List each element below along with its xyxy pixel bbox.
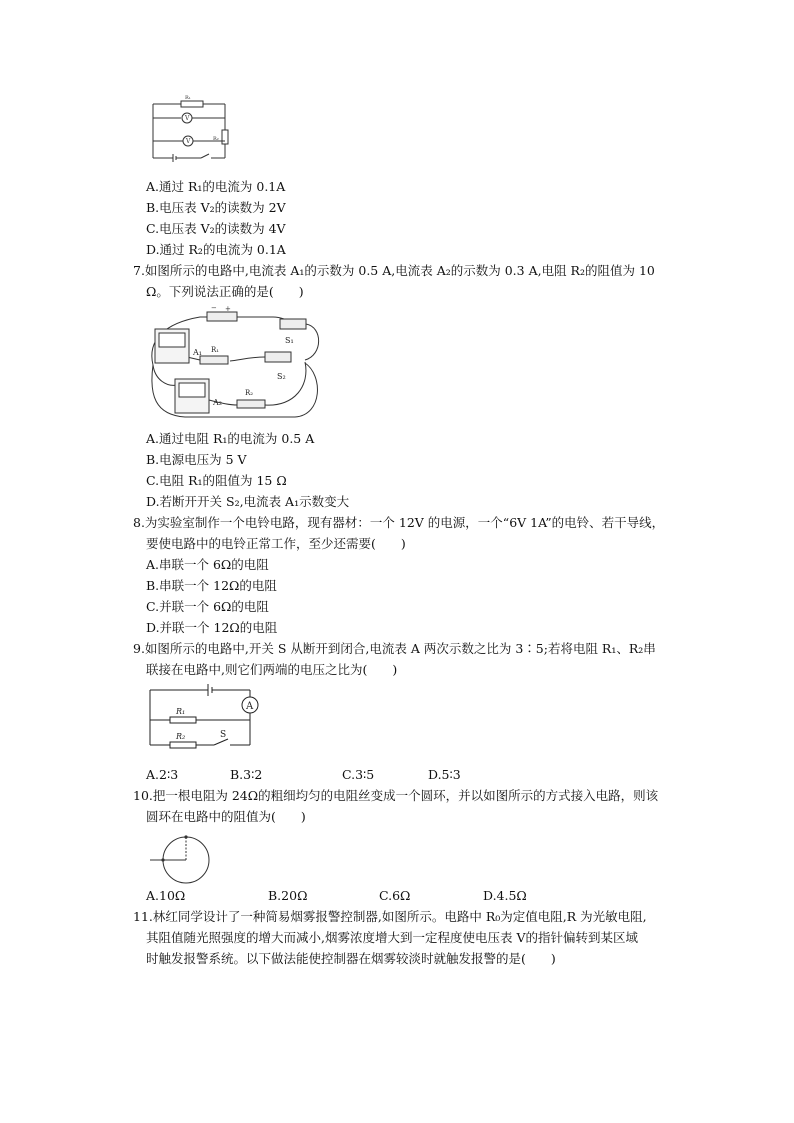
q6-fig-r2-label: R₂ bbox=[213, 136, 219, 142]
q7-fig-s1-label: S₁ bbox=[285, 336, 294, 345]
q7-fig-a1-label: A₁ bbox=[193, 348, 202, 357]
q7-option-a: A.通过电阻 R₁的电流为 0.5 A bbox=[146, 431, 315, 446]
q7-fig-r1-label: R₁ bbox=[211, 346, 220, 354]
q9-fig-r1-label: R₁ bbox=[176, 707, 186, 716]
q9-option-a: A.2∶3 bbox=[146, 767, 179, 782]
q8-option-c: C.并联一个 6Ω的电阻 bbox=[146, 599, 269, 614]
q6-option-b: B.电压表 V₂的读数为 2V bbox=[146, 200, 286, 215]
q8-stem-line2: 要使电路中的电铃正常工作，至少还需要( ) bbox=[146, 536, 406, 551]
q6-option-c: C.电压表 V₂的读数为 4V bbox=[146, 221, 286, 236]
q10-stem-line1: 10.把一根电阻为 24Ω的粗细均匀的电阻丝变成一个圆环，并以如图所示的方式接入电路，则该 bbox=[133, 788, 659, 803]
q7-stem-line1: 7.如图所示的电路中,电流表 A₁的示数为 0.5 A,电流表 A₂的示数为 0.3 A,电阻 R₂的阻值为 10 bbox=[133, 263, 655, 278]
q9-fig-switch-label: S bbox=[220, 730, 227, 740]
q10-option-c: C.6Ω bbox=[379, 888, 411, 903]
q6-option-d: D.通过 R₂的电流为 0.1A bbox=[146, 242, 286, 257]
q10-option-b: B.20Ω bbox=[268, 888, 308, 903]
q6-option-a: A.通过 R₁的电流为 0.1A bbox=[146, 179, 286, 194]
q9-option-d: D.5∶3 bbox=[428, 767, 461, 782]
q9-stem-line1: 9.如图所示的电路中,开关 S 从断开到闭合,电流表 A 两次示数之比为 3∶5;若将电阻 R₁、R₂串 bbox=[133, 641, 656, 656]
q8-stem-line1: 8.为实验室制作一个电铃电路，现有器材：一个 12V 的电源，一个“6V 1A”的电铃、若干导线， bbox=[133, 515, 665, 530]
q10-option-d: D.4.5Ω bbox=[483, 888, 527, 903]
q9-fig-r2-label: R₂ bbox=[176, 732, 186, 741]
q8-option-d: D.并联一个 12Ω的电阻 bbox=[146, 620, 278, 635]
q7-fig-plus-label: + bbox=[225, 305, 231, 313]
q9-option-b: B.3∶2 bbox=[230, 767, 263, 782]
q7-option-d: D.若断开开关 S₂,电流表 A₁示数变大 bbox=[146, 494, 350, 509]
q10-ring-diagram bbox=[148, 834, 218, 884]
q7-option-b: B.电源电压为 5 V bbox=[146, 452, 247, 467]
q10-option-a: A.10Ω bbox=[146, 888, 186, 903]
q7-fig-s2-label: S₂ bbox=[277, 372, 286, 381]
q6-circuit-diagram bbox=[145, 96, 240, 176]
q11-stem-line2: 其阻值随光照强度的增大而减小,烟雾浓度增大到一定程度使电压表 V的指针偏转到某区域 bbox=[146, 930, 638, 945]
q7-fig-minus-label: − bbox=[211, 304, 217, 312]
q11-stem-line1: 11.林红同学设计了一种简易烟雾报警控制器,如图所示。电路中 R₀为定值电阻,R 为光敏电阻, bbox=[133, 909, 647, 924]
q6-fig-r1-label: R₁ bbox=[185, 95, 191, 101]
q7-fig-a2-label: A₂ bbox=[213, 398, 222, 407]
q6-fig-v2-label: V bbox=[186, 138, 191, 145]
q8-option-a: A.串联一个 6Ω的电阻 bbox=[146, 557, 269, 572]
q7-stem-line2: Ω。下列说法正确的是( ) bbox=[146, 284, 304, 299]
q7-option-c: C.电阻 R₁的阻值为 15 Ω bbox=[146, 473, 287, 488]
q9-option-c: C.3∶5 bbox=[342, 767, 375, 782]
q9-fig-ammeter-label: A bbox=[246, 701, 254, 712]
q9-circuit-diagram bbox=[148, 684, 263, 749]
q10-stem-line2: 圆环在电路中的阻值为( ) bbox=[146, 809, 306, 824]
q9-stem-line2: 联接在电路中,则它们两端的电压之比为( ) bbox=[146, 662, 398, 677]
q8-option-b: B.串联一个 12Ω的电阻 bbox=[146, 578, 277, 593]
q7-circuit-diagram bbox=[145, 305, 325, 423]
q6-fig-v1-label: V bbox=[185, 115, 190, 122]
q7-fig-r2-label: R₂ bbox=[245, 389, 254, 397]
q11-stem-line3: 时触发报警系统。以下做法能使控制器在烟雾较淡时就触发报警的是( ) bbox=[146, 951, 556, 966]
